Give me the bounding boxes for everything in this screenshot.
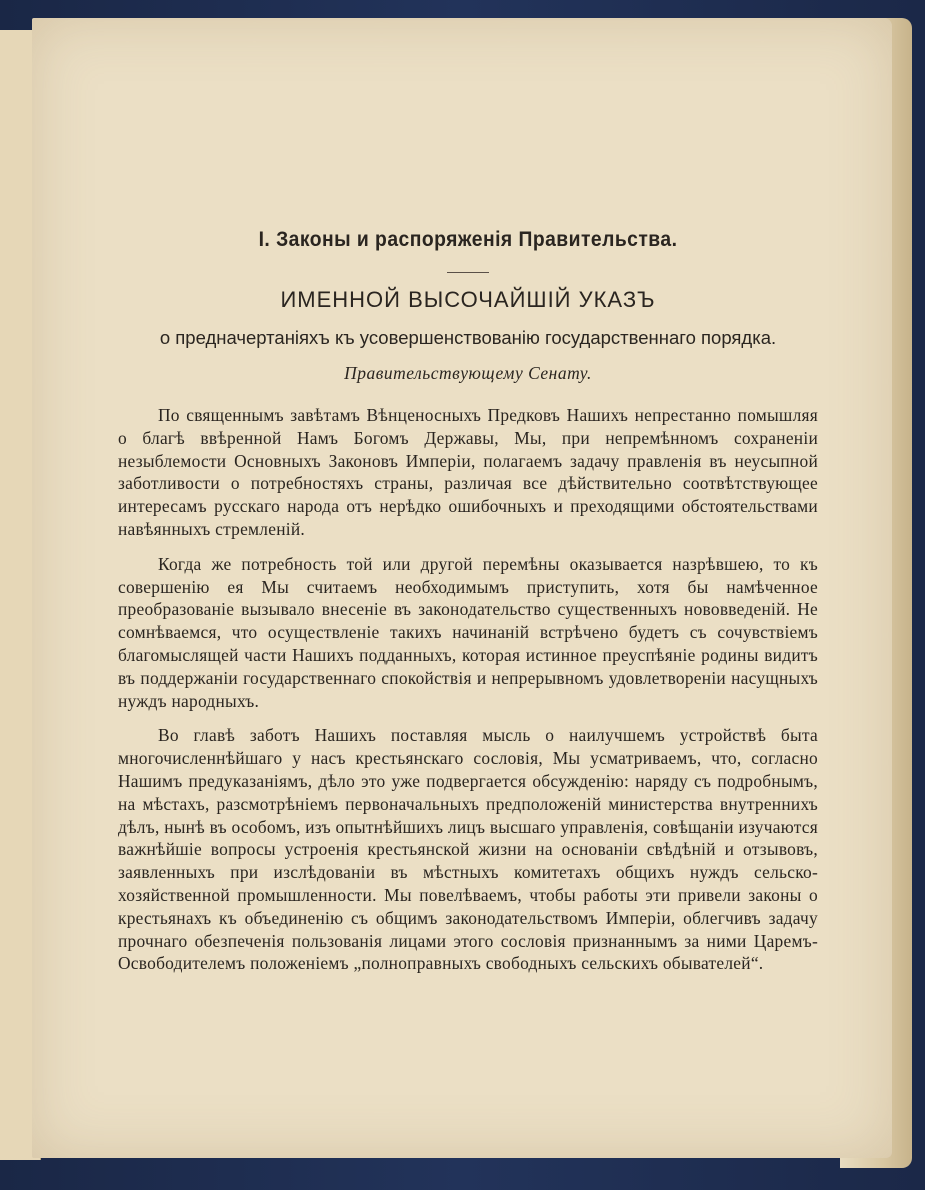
page-content <box>118 208 818 987</box>
decree-title: ИМЕННОЙ ВЫСОЧАЙШІЙ УКАЗЪ <box>280 287 656 312</box>
book-page <box>32 18 892 1158</box>
decree-paragraph-2: Когда же потребность той или другой перемѣны оказывается назрѣвшею, то къ совершенію ея Мы считаемъ необходимымъ приступить, хотя бы намѣченное преобразованіе вызывало внесеніе въ законодательство существенныхъ нововведеній. Не сомнѣваемся, что осуществленіе такихъ начинаній встрѣчено будетъ съ сочувствіемъ благомыслящей части Нашихъ подданныхъ, которая истинное преуспѣяніе родины видитъ въ поддержаніи государственнаго спокойствія и непрерывномъ удовлетвореніи насущныхъ нуждъ народныхъ. <box>118 553 818 711</box>
decree-subtitle: о предначертаніяхъ къ усовершенствованію государственнаго порядка. <box>159 327 777 348</box>
section-heading: I. Законы и распоряженія Правительства. <box>258 228 678 251</box>
decree-paragraph-3: Во главѣ заботъ Нашихъ поставляя мысль о наилучшемъ устройствѣ быта многочисленнѣйшаго у насъ крестьянскаго сословія, Мы усматриваемъ, что, согласно Нашимъ предуказаніямъ, дѣло это уже подвергается обсужденію: наряду съ подробнымъ, на мѣстахъ, разсмотрѣніемъ первоначальныхъ предположеній министерства внутреннихъ дѣлъ, нынѣ въ особомъ, изъ опытнѣйшихъ лицъ высшаго управленія, совѣщаніи изучаются важнѣйшіе вопросы устроенія крестьянской жизни на основаніи свѣдѣній и отзывовъ, заявленныхъ при изслѣдованіи въ мѣстныхъ комитетахъ общихъ нуждъ сельско-хозяйственной промышленности. Мы повелѣваемъ, чтобы работы эти привели законы о крестьянахъ къ объединенію съ общимъ законодательствомъ Имперіи, облегчивъ задачу прочнаго обезпеченія пользованія лицами этого сословія признаннымъ за ними Царемъ-Освободителемъ положеніемъ „полноправныхъ свободныхъ сельскихъ обывателей“. <box>118 725 818 974</box>
decree-addressee: Правительствующему Сенату. <box>344 363 592 383</box>
heading-divider <box>447 272 489 273</box>
decree-paragraph-1: По священнымъ завѣтамъ Вѣнценосныхъ Предковъ Нашихъ непрестанно помышляя о благѣ ввѣренной Намъ Богомъ Державы, Мы, при непремѣнномъ сохраненіи незыблемости Основныхъ Законовъ Имперіи, полагаемъ задачу правленія въ неусыпной заботливости о потребностяхъ страны, различая все дѣйствительно соотвѣтствующее интересамъ русскаго народа отъ нерѣдко ошибочныхъ и преходящими обстоятельствами навѣянныхъ стремленій. <box>118 405 818 539</box>
